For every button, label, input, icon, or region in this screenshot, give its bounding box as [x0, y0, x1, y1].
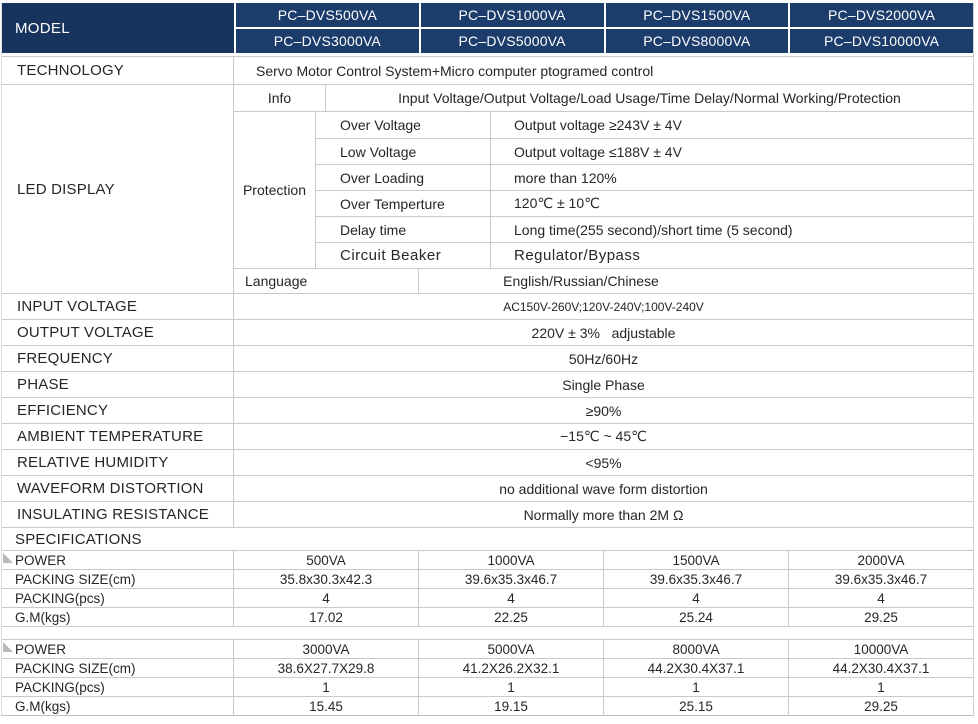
spec-row-waveform-distortion [2, 476, 973, 502]
packing-cell: 25.15 [604, 697, 789, 715]
specifications-title: SPECIFICATIONS [15, 530, 142, 548]
info-value: Input Voltage/Output Voltage/Load Usage/Time Delay/Normal Working/Protection [398, 90, 901, 106]
spec-row-output-voltage [2, 320, 973, 346]
packing-cell: 4 [234, 589, 419, 607]
packing-cell: 4 [877, 590, 885, 606]
protection-item-value: Long time(255 second)/short time (5 second) [514, 221, 793, 238]
model-cell: PC–DVS1000VA [421, 3, 604, 27]
spec-value: 50Hz/60Hz [568, 350, 639, 367]
packing-cell: 1 [234, 678, 419, 696]
protection-row [316, 164, 973, 190]
packing-cell: 29.25 [864, 698, 898, 714]
protection-item-label: Circuit Beaker [316, 243, 491, 268]
protection-label: Protection [234, 112, 316, 268]
model-cell: PC–DVS3000VA [236, 29, 419, 53]
protection-row [316, 190, 973, 216]
spec-value: AC150V-260V;120V-240V;100V-240V [503, 299, 704, 314]
corner-marker-icon [3, 553, 13, 563]
packing-cell: 1 [419, 678, 604, 696]
packing-table-1 [2, 550, 973, 627]
protection-row [316, 242, 973, 268]
spec-value: 220V ± 3% adjustable [531, 324, 676, 341]
packing-row-label: G.M(kgs) [2, 608, 234, 626]
packing-cell: 1000VA [419, 551, 604, 569]
protection-row [316, 138, 973, 164]
spec-label: OUTPUT VOLTAGE [2, 320, 234, 345]
spec-label: EFFICIENCY [2, 398, 234, 423]
spec-label: PHASE [2, 372, 234, 397]
spec-label: INPUT VOLTAGE [2, 294, 234, 319]
packing-cell: 1 [877, 679, 885, 695]
packing-row [2, 640, 973, 659]
protection-item-value: Output voltage ≥243V ± 4V [514, 117, 682, 133]
model-cell: PC–DVS500VA [236, 3, 419, 27]
packing-cell: 41.2X26.2X32.1 [419, 659, 604, 677]
packing-cell: 44.2X30.4X37.1 [832, 660, 930, 676]
protection-item-label: Low Voltage [316, 139, 491, 164]
protection-item-value: 120℃ ± 10℃ [514, 195, 600, 211]
packing-row [2, 678, 973, 697]
spec-value: no additional wave form distortion [499, 480, 708, 497]
spec-label: FREQUENCY [2, 346, 234, 371]
packing-cell: 39.6x35.3x46.7 [419, 570, 604, 588]
packing-cell: 8000VA [604, 640, 789, 658]
model-header-label: MODEL [2, 3, 234, 53]
packing-cell: 39.6x35.3x46.7 [604, 570, 789, 588]
packing-cell: 1500VA [604, 551, 789, 569]
language-row [234, 269, 973, 293]
model-cell: PC–DVS1500VA [606, 3, 789, 27]
model-cell: PC–DVS8000VA [606, 29, 789, 53]
packing-cell: 15.45 [234, 697, 419, 715]
protection-item-value: Regulator/Bypass [514, 247, 641, 264]
protection-item-value: more than 120% [514, 169, 617, 186]
packing-row [2, 659, 973, 678]
packing-table-2 [2, 639, 973, 716]
model-cell: PC–DVS10000VA [790, 29, 973, 53]
led-display-content [234, 85, 973, 293]
packing-row [2, 589, 973, 608]
spec-label: INSULATING RESISTANCE [2, 502, 234, 527]
protection-row [316, 216, 973, 242]
packing-cell: 4 [604, 589, 789, 607]
language-label: Language [234, 269, 419, 293]
packing-cell: 22.25 [419, 608, 604, 626]
spec-row-insulating-resistance [2, 502, 973, 528]
packing-cell: 35.8x30.3x42.3 [234, 570, 419, 588]
model-cell: PC–DVS5000VA [421, 29, 604, 53]
spec-value: −15℃ ~ 45℃ [560, 428, 647, 444]
technology-label: TECHNOLOGY [2, 57, 234, 84]
technology-value: Servo Motor Control System+Micro computer ptogramed control [256, 62, 654, 79]
spec-row-relative-humidity [2, 450, 973, 476]
packing-row [2, 697, 973, 716]
protection-item-label: Over Voltage [316, 112, 491, 138]
protection-row [316, 112, 973, 138]
packing-row-label: PACKING(pcs) [2, 589, 234, 607]
led-display-label: LED DISPLAY [2, 85, 234, 293]
packing-cell: 1 [604, 678, 789, 696]
model-grid [236, 3, 973, 53]
spec-value: Single Phase [562, 376, 645, 393]
packing-row-label: G.M(kgs) [2, 697, 234, 715]
spec-table [1, 3, 974, 716]
packing-cell: 3000VA [234, 640, 419, 658]
packing-cell: 19.15 [419, 697, 604, 715]
technology-row [2, 56, 973, 85]
packing-row-label: POWER [2, 640, 234, 658]
spec-label: WAVEFORM DISTORTION [2, 476, 234, 501]
packing-row [2, 551, 973, 570]
protection-group [234, 112, 973, 269]
spec-label: AMBIENT TEMPERATURE [2, 424, 234, 449]
spec-value: Normally more than 2M Ω [523, 506, 684, 523]
packing-row [2, 570, 973, 589]
info-label: Info [234, 85, 326, 111]
packing-cell: 29.25 [864, 609, 898, 625]
packing-cell: 39.6x35.3x46.7 [834, 571, 928, 587]
protection-item-label: Over Loading [316, 165, 491, 190]
packing-cell: 5000VA [419, 640, 604, 658]
spec-value: ≥90% [585, 402, 622, 419]
packing-cell: 38.6X27.7X29.8 [234, 659, 419, 677]
spec-row-phase [2, 372, 973, 398]
protection-item-label: Delay time [316, 217, 491, 242]
model-header [2, 3, 973, 53]
info-row [234, 85, 973, 112]
spec-label: RELATIVE HUMIDITY [2, 450, 234, 475]
packing-cell: 25.24 [604, 608, 789, 626]
packing-row [2, 608, 973, 627]
packing-cell: 500VA [234, 551, 419, 569]
packing-cell: 4 [419, 589, 604, 607]
table-gap [2, 627, 973, 639]
protection-rows [316, 112, 973, 268]
spec-row-frequency [2, 346, 973, 372]
spec-row-efficiency [2, 398, 973, 424]
spec-value: <95% [585, 454, 622, 471]
packing-cell: 17.02 [234, 608, 419, 626]
led-display-section [2, 85, 973, 294]
packing-cell: 44.2X30.4X37.1 [604, 659, 789, 677]
packing-row-label: PACKING(pcs) [2, 678, 234, 696]
packing-row-label: PACKING SIZE(cm) [2, 570, 234, 588]
packing-cell: 10000VA [853, 641, 909, 657]
spec-row-input-voltage [2, 294, 973, 320]
model-cell: PC–DVS2000VA [790, 3, 973, 27]
corner-marker-icon [3, 642, 13, 652]
language-value: English/Russian/Chinese [503, 273, 659, 289]
protection-item-value: Output voltage ≤188V ± 4V [514, 143, 682, 160]
protection-item-label: Over Temperture [316, 191, 491, 216]
packing-row-label: POWER [2, 551, 234, 569]
packing-row-label: PACKING SIZE(cm) [2, 659, 234, 677]
spec-row-ambient-temperature [2, 424, 973, 450]
packing-cell: 2000VA [857, 552, 905, 568]
